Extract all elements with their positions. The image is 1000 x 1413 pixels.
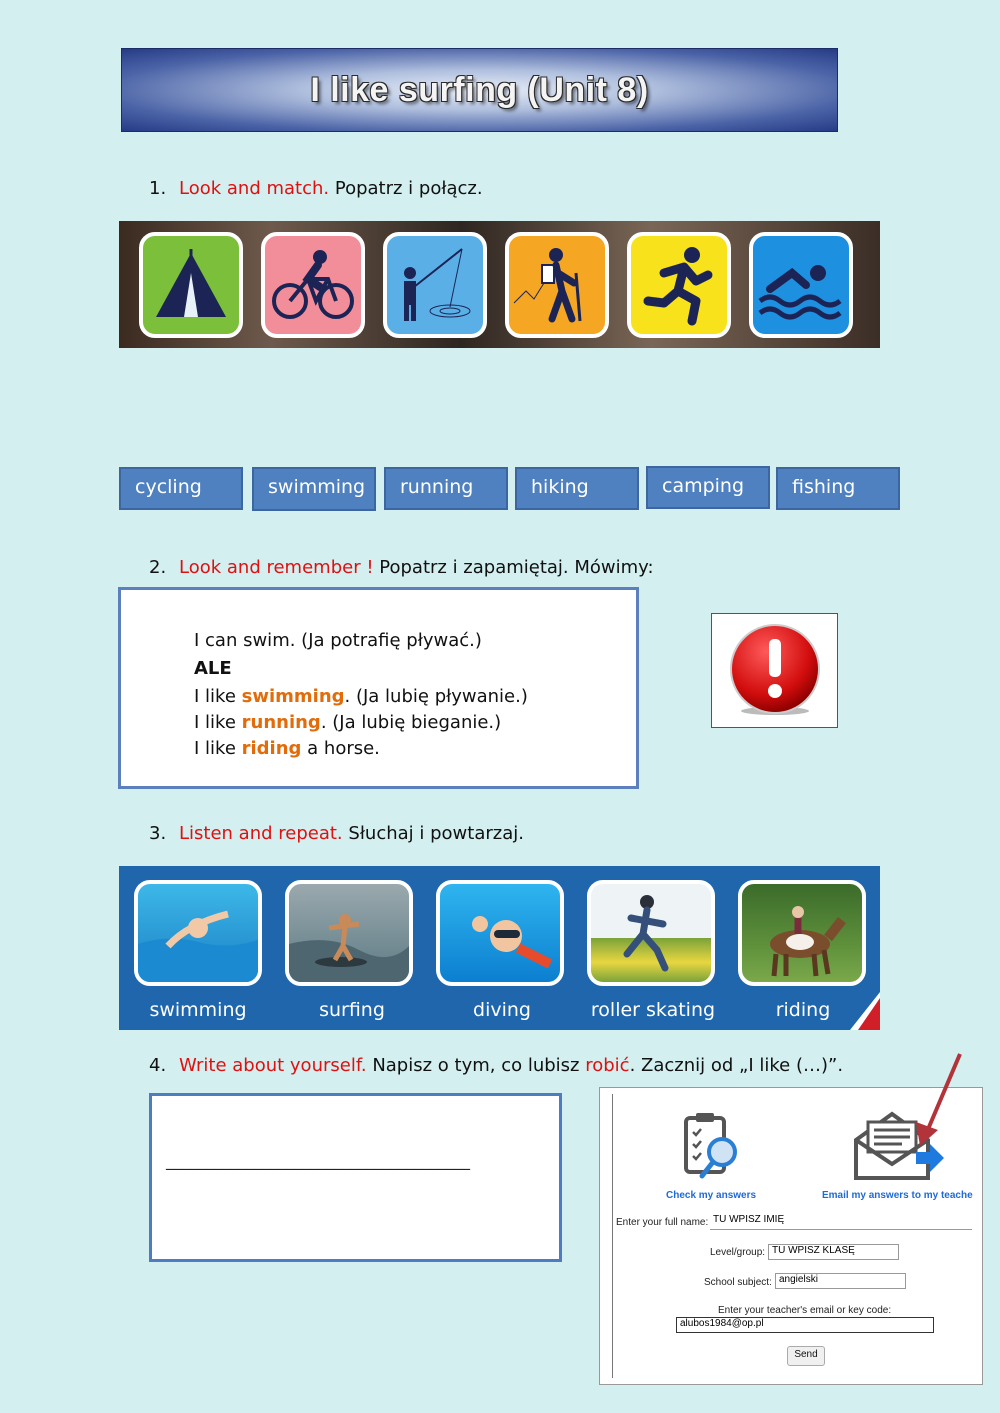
riding-photo[interactable] — [738, 880, 866, 986]
page-title: I like surfing (Unit 8) — [310, 70, 649, 109]
instruction-pl: Napisz o tym, co lubisz — [372, 1055, 580, 1076]
full-name-input[interactable]: TU WPISZ IMIĘ — [710, 1214, 972, 1230]
exclamation-icon — [725, 621, 825, 721]
section-3-heading — [149, 823, 524, 844]
answer-textarea[interactable] — [149, 1093, 562, 1262]
email-answers-link[interactable]: Email my answers to my teache — [822, 1190, 973, 1201]
word-card-cycling[interactable]: cycling — [119, 467, 243, 510]
instruction-en: Look and remember ! — [179, 557, 374, 578]
section-number: 1. — [149, 178, 167, 199]
fishing-icon[interactable] — [383, 232, 487, 338]
warning-icon-box — [711, 613, 838, 728]
instruction-pl-red: robić — [585, 1055, 630, 1076]
rule-line-4: I like running. (Ja lubię bieganie.) — [194, 712, 502, 733]
word-card-running[interactable]: running — [384, 467, 508, 510]
roller-skating-photo[interactable] — [587, 880, 715, 986]
school-subject-input[interactable]: angielski — [775, 1273, 906, 1289]
title-banner — [121, 48, 838, 132]
word-card-camping[interactable]: camping — [646, 466, 770, 509]
corner-decoration — [850, 992, 880, 1030]
rule-line-5: I like riding a horse. — [194, 738, 380, 759]
photo-label-diving: diving — [473, 999, 531, 1021]
hiking-icon[interactable] — [505, 232, 609, 338]
rule-ale: ALE — [194, 658, 232, 679]
listen-photo-strip — [119, 866, 880, 1030]
camping-icon[interactable] — [139, 232, 243, 338]
checklist-magnifier-icon[interactable] — [680, 1110, 744, 1182]
panel-divider — [612, 1094, 613, 1378]
word-card-hiking[interactable]: hiking — [515, 467, 639, 510]
section-number: 3. — [149, 823, 167, 844]
rule-line-3: I like swimming. (Ja lubię pływanie.) — [194, 686, 528, 707]
photo-label-riding: riding — [775, 999, 831, 1021]
grammar-rule-box — [118, 587, 639, 789]
section-number: 4. — [149, 1055, 167, 1076]
section-4-heading — [149, 1055, 843, 1076]
instruction-en: Look and match. — [179, 178, 330, 199]
section-number: 2. — [149, 557, 167, 578]
instruction-en: Listen and repeat. — [179, 823, 343, 844]
check-answers-link[interactable]: Check my answers — [666, 1190, 757, 1201]
level-group-label: Level/group: — [710, 1247, 766, 1258]
word-card-fishing[interactable]: fishing — [776, 467, 900, 510]
surfing-photo[interactable] — [285, 880, 413, 986]
teacher-email-input[interactable]: alubos1984@op.pl — [676, 1317, 934, 1333]
activity-icon-strip — [119, 221, 880, 348]
cycling-icon[interactable] — [261, 232, 365, 338]
instruction-pl: Słuchaj i powtarzaj. — [348, 823, 524, 844]
level-group-input[interactable]: TU WPISZ KLASĘ — [768, 1244, 899, 1260]
section-1-heading — [149, 178, 483, 199]
word-card-swimming[interactable]: swimming — [252, 467, 376, 511]
answer-line: ______________________________________ — [166, 1151, 470, 1170]
swimming-icon[interactable] — [749, 232, 853, 338]
photo-label-roller-skating: roller skating — [590, 999, 716, 1021]
swimming-photo[interactable] — [134, 880, 262, 986]
rule-line-1: I can swim. (Ja potrafię pływać.) — [194, 630, 482, 651]
school-subject-label: School subject: — [704, 1277, 772, 1288]
teacher-email-label: Enter your teacher's email or key code: — [718, 1305, 892, 1316]
instruction-pl: Popatrz i połącz. — [334, 178, 483, 199]
full-name-label: Enter your full name: — [616, 1217, 709, 1228]
send-button[interactable]: Send — [787, 1346, 825, 1366]
section-2-heading — [149, 557, 654, 578]
diving-photo[interactable] — [436, 880, 564, 986]
photo-label-swimming: swimming — [149, 999, 247, 1021]
photo-label-surfing: surfing — [319, 999, 385, 1021]
pointer-arrow-icon — [912, 1050, 964, 1150]
instruction-pl-end: . Zacznij od „I like (…)”. — [629, 1055, 844, 1076]
instruction-en: Write about yourself. — [179, 1055, 367, 1076]
running-icon[interactable] — [627, 232, 731, 338]
instruction-pl: Popatrz i zapamiętaj. Mówimy: — [379, 557, 654, 578]
